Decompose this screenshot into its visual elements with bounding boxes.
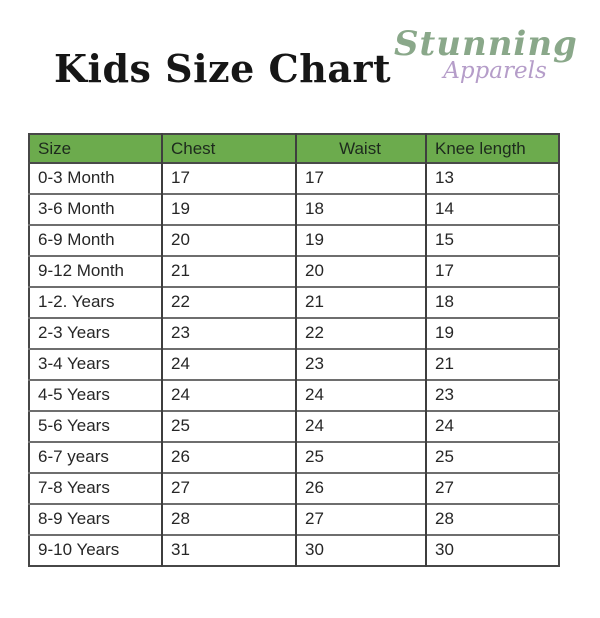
table-header-row [29, 134, 559, 163]
table-cell: 2-3 Years [38, 323, 110, 342]
table-cell: 8-9 Years [38, 509, 110, 528]
table-row [29, 163, 559, 194]
table-cell: 27 [296, 504, 426, 535]
table-row [29, 349, 559, 380]
table-cell: 6-7 years [38, 447, 109, 466]
table-row [29, 256, 559, 287]
table-cell: 6-9 Month [38, 230, 115, 249]
table-cell: 19 [426, 318, 559, 349]
column-header: Size [38, 139, 72, 158]
table-cell: 23 [296, 349, 426, 380]
table-cell: 14 [426, 194, 559, 225]
table-cell: 28 [426, 504, 559, 535]
size-chart-table [28, 133, 560, 567]
table-cell: 23 [162, 318, 296, 349]
table-cell: 25 [296, 442, 426, 473]
table-cell: 17 [162, 163, 296, 194]
table-cell: 25 [162, 411, 296, 442]
table-cell: 13 [426, 163, 559, 194]
column-header: Knee length [426, 134, 559, 163]
table-cell: 9-12 Month [38, 261, 124, 280]
table-cell: 24 [162, 380, 296, 411]
brand-name-stunning: Stunning [394, 24, 578, 64]
table-cell: 17 [426, 256, 559, 287]
table-cell: 3-6 Month [38, 199, 115, 218]
table-cell: 20 [296, 256, 426, 287]
table-body [29, 163, 559, 566]
table-row [29, 535, 559, 566]
table-cell: 30 [426, 535, 559, 566]
table-cell: 4-5 Years [38, 385, 110, 404]
column-header: Chest [162, 134, 296, 163]
table-cell: 18 [296, 194, 426, 225]
table-row [29, 504, 559, 535]
table-cell: 19 [162, 194, 296, 225]
page-title: Kids Size Chart [54, 46, 392, 91]
table-row [29, 442, 559, 473]
table-cell: 31 [162, 535, 296, 566]
table-cell: 18 [426, 287, 559, 318]
table-cell: 24 [296, 380, 426, 411]
table-cell: 0-3 Month [38, 168, 115, 187]
table-row [29, 411, 559, 442]
table-cell: 30 [296, 535, 426, 566]
table-cell: 19 [296, 225, 426, 256]
table-cell: 24 [162, 349, 296, 380]
table-row [29, 318, 559, 349]
table-cell: 28 [162, 504, 296, 535]
table-row [29, 380, 559, 411]
table-head [29, 134, 559, 163]
table-cell: 24 [426, 411, 559, 442]
table-cell: 21 [296, 287, 426, 318]
brand-logo [394, 24, 578, 85]
table-cell: 27 [162, 473, 296, 504]
table-cell: 17 [296, 163, 426, 194]
table-row [29, 194, 559, 225]
table-cell: 1-2. Years [38, 292, 115, 311]
table-cell: 5-6 Years [38, 416, 110, 435]
brand-name-apparels: Apparels [443, 58, 547, 85]
table-cell: 9-10 Years [38, 540, 120, 559]
table-cell: 22 [296, 318, 426, 349]
table-row [29, 225, 559, 256]
table-cell: 20 [162, 225, 296, 256]
table-cell: 15 [426, 225, 559, 256]
table-cell: 23 [426, 380, 559, 411]
table-cell: 24 [296, 411, 426, 442]
table-row [29, 473, 559, 504]
table-cell: 7-8 Years [38, 478, 110, 497]
table-cell: 25 [426, 442, 559, 473]
table-cell: 3-4 Years [38, 354, 110, 373]
column-header: Waist [296, 134, 426, 163]
table-cell: 22 [162, 287, 296, 318]
table-cell: 27 [426, 473, 559, 504]
table-cell: 26 [296, 473, 426, 504]
table-cell: 21 [426, 349, 559, 380]
table-cell: 21 [162, 256, 296, 287]
table-row [29, 287, 559, 318]
table-cell: 26 [162, 442, 296, 473]
